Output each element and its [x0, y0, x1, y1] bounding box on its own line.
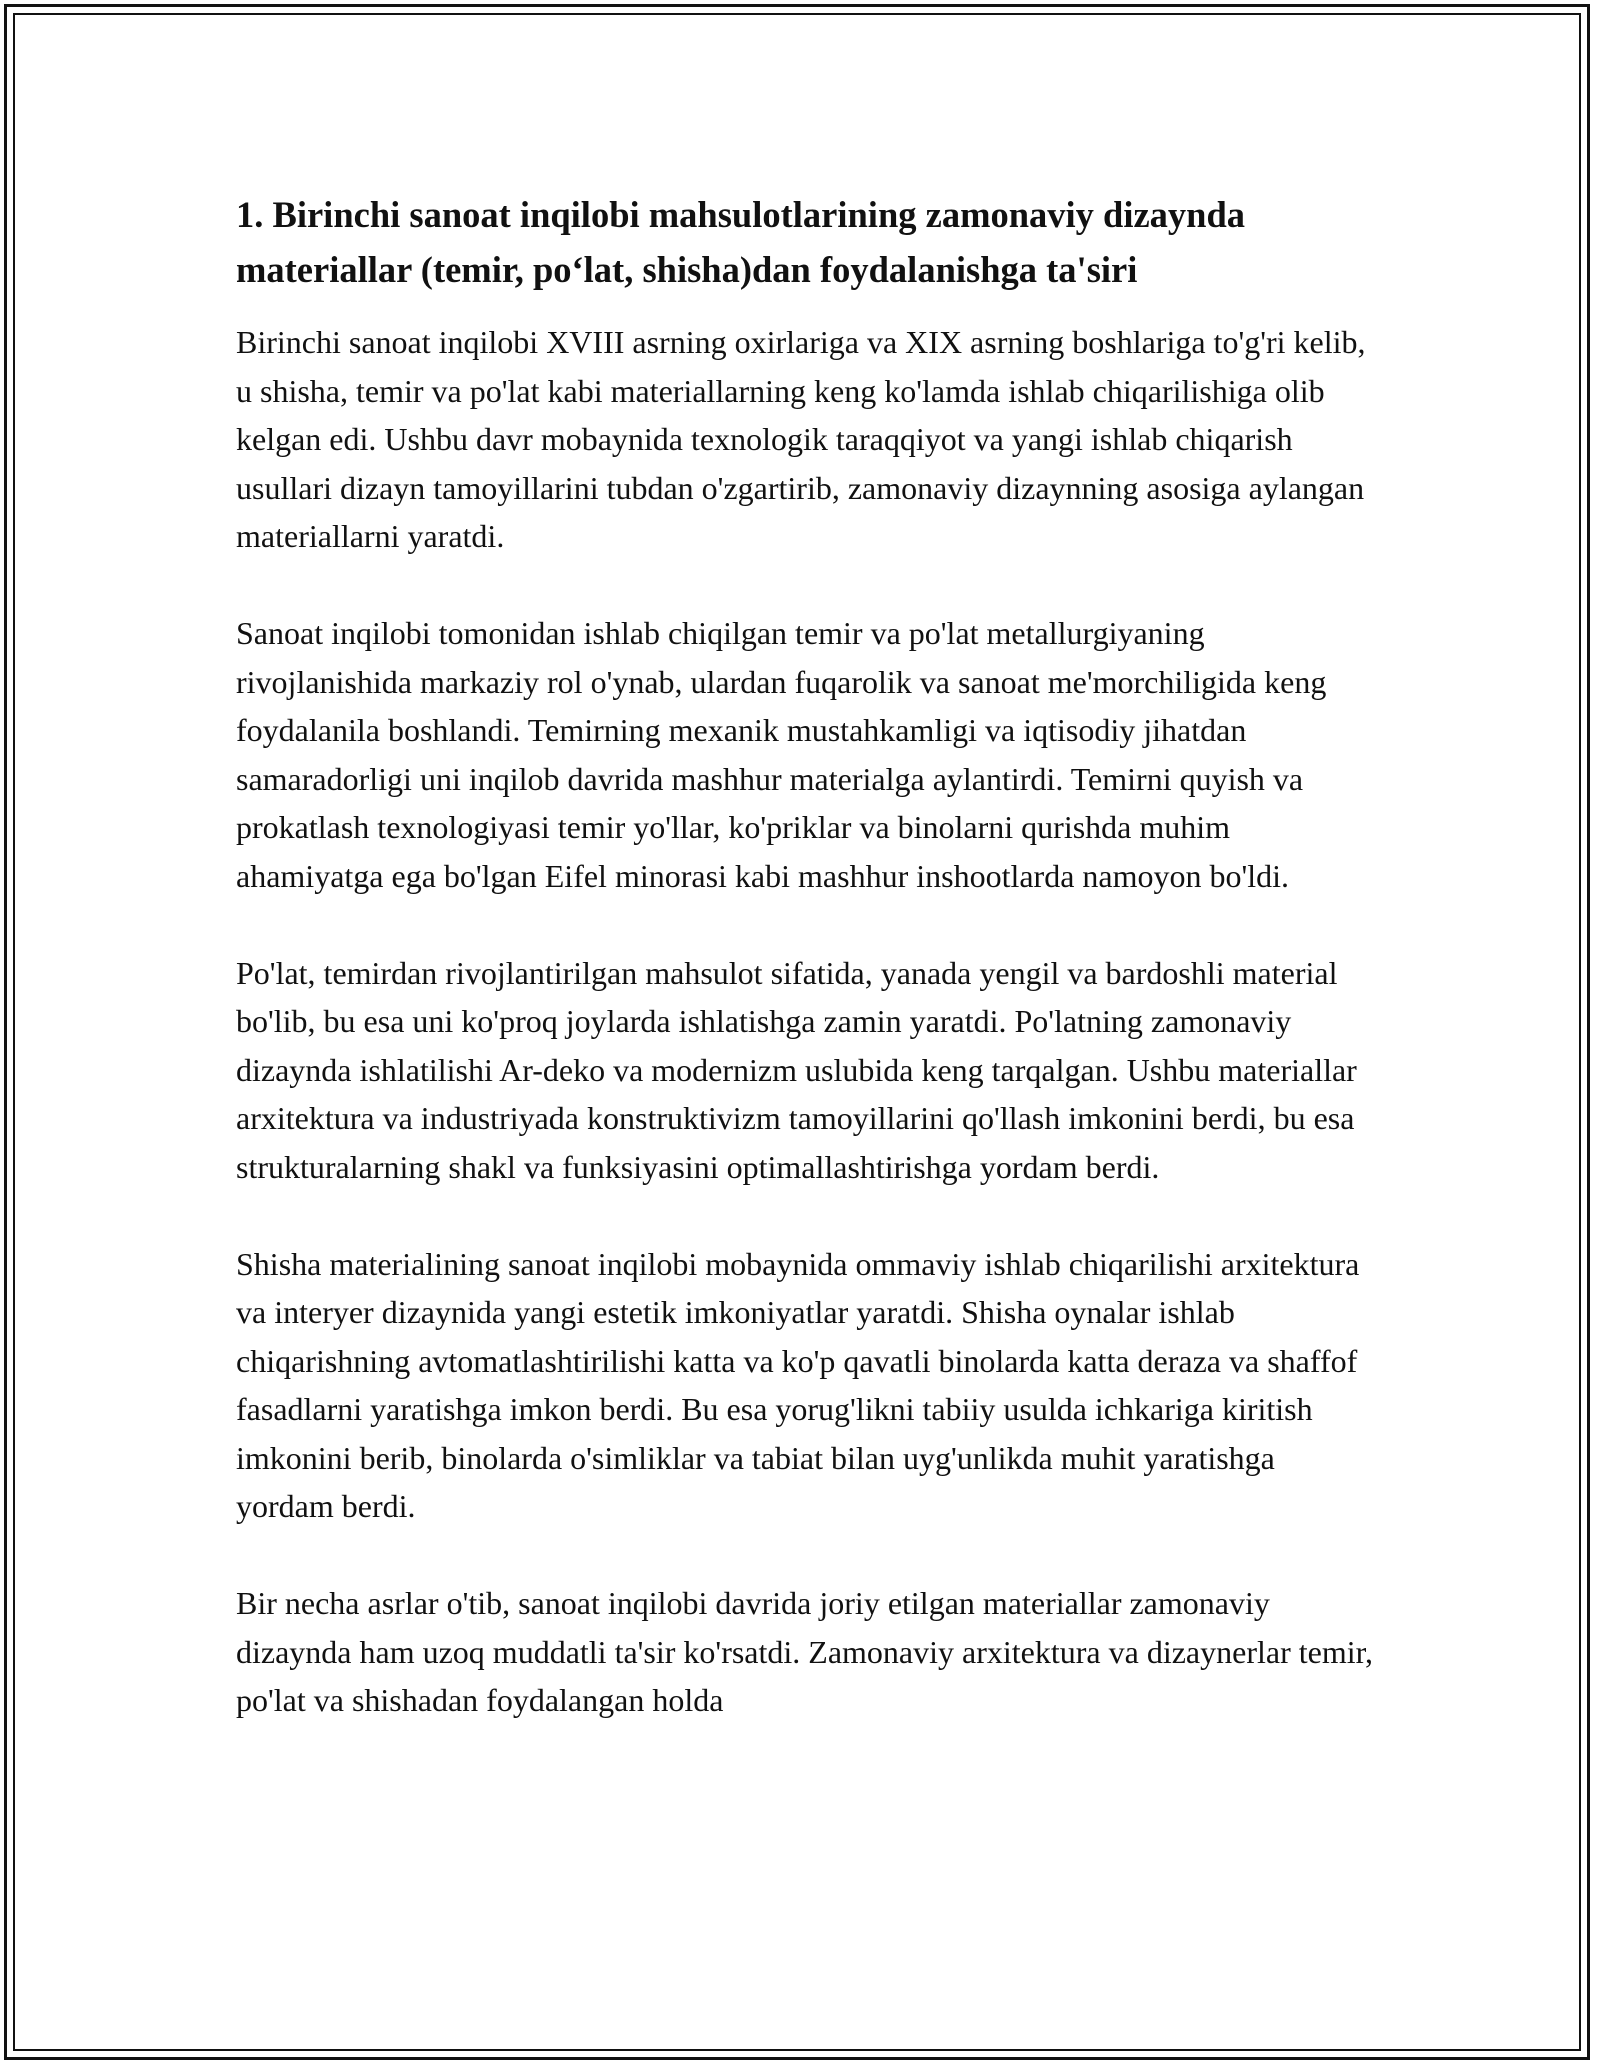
paragraph-4: Shisha materialining sanoat inqilobi mobaynida ommaviy ishlab chiqarilishi arxitektura va interyer dizaynida yangi estetik imkoniyatlar yaratdi. Shisha oynalar ishlab chiqarishning avtomatlashtirilishi katta va ko'p qavatli binolarda katta deraza va shaffof fasadlarni yaratishga imkon berdi. Bu esa yorug'likni tabiiy usulda ichkariga kiritish imkonini berib, binolarda o'simliklar va tabiat bilan uyg'unlikda muhit yaratishga yordam berdi.	[236, 1245, 1360, 1524]
section-heading: 1. Birinchi sanoat inqilobi mahsulotlarining zamonaviy dizaynda materiallar (temir, po‘lat, shisha)dan foydalanishga ta'siri	[236, 194, 1246, 290]
document-page	[236, 188, 1376, 1725]
paragraph-2: Sanoat inqilobi tomonidan ishlab chiqilgan temir va po'lat metallurgiyaning rivojlanishida markaziy rol o'ynab, ulardan fuqarolik va sanoat me'morchiligida keng foydalanila boshlandi. Temirning mexanik mustahkamligi va iqtisodiy jihatdan samaradorligi uni inqilob davrida mashhur materialga aylantirdi. Temirni quyish va prokatlash texnologiyasi temir yo'llar, ko'priklar va binolarni qurishda muhim ahamiyatga ega bo'lgan Eifel minorasi kabi mashhur inshootlarda namoyon bo'ldi.	[236, 615, 1327, 894]
paragraph-5: Bir necha asrlar o'tib, sanoat inqilobi davrida joriy etilgan materiallar zamonaviy dizaynda ham uzoq muddatli ta'sir ko'rsatdi. Zamonaviy arxitektura va dizaynerlar temir, po'lat va shishadan foydalangan holda	[236, 1585, 1373, 1718]
paragraph-3: Po'lat, temirdan rivojlantirilgan mahsulot sifatida, yanada yengil va bardoshli material bo'lib, bu esa uni ko'proq joylarda ishlatishga zamin yaratdi. Po'latning zamonaviy dizaynda ishlatilishi Ar-deko va modernizm uslubida keng tarqalgan. Ushbu materiallar arxitektura va industriyada konstruktivizm tamoyillarini qo'llash imkonini berdi, bu esa strukturalarning shakl va funksiyasini optimallashtirishga yordam berdi.	[236, 954, 1357, 1185]
paragraph-1: Birinchi sanoat inqilobi XVIII asrning oxirlariga va XIX asrning boshlariga to'g'ri kelib, u shisha, temir va po'lat kabi materiallarning keng ko'lamda ishlab chiqarilishiga olib kelgan edi. Ushbu davr mobaynida texnologik taraqqiyot va yangi ishlab chiqarish usullari dizayn tamoyillarini tubdan o'zgartirib, zamonaviy dizaynning asosiga aylangan materiallarni yaratdi.	[236, 324, 1366, 554]
